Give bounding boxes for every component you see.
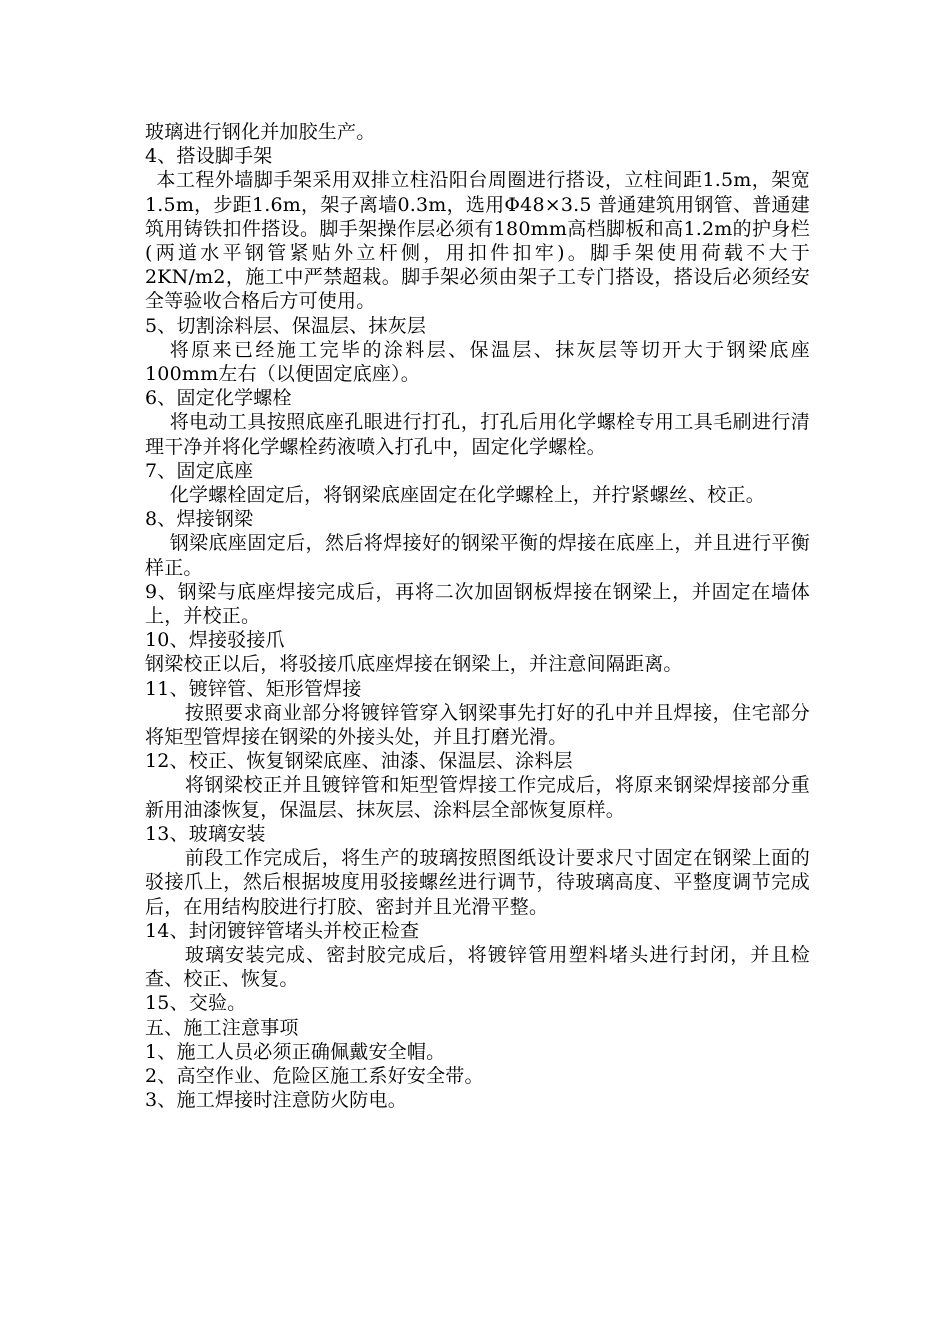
paragraph-chemical-bolt: 将电动工具按照底座孔眼进行打孔，打孔后用化学螺栓专用工具毛刷进行清理干净并将化学螺栓药液喷入打孔中，固定化学螺栓。 bbox=[145, 411, 810, 458]
paragraph-item-9: 9、钢梁与底座焊接完成后，再将二次加固钢板焊接在钢梁上，并固定在墙体上，并校正。 bbox=[145, 580, 810, 628]
paragraph-pipe-weld: 按照要求商业部分将镀锌管穿入钢梁事先打好的孔中并且焊接，住宅部分将矩型管焊接在钢梁的外接头处，并且打磨光滑。 bbox=[145, 701, 810, 749]
paragraph-restore: 将钢梁校正并且镀锌管和矩型管焊接工作完成后，将原来钢梁焊接部分重新用油漆恢复，保温层、抹灰层、涂料层全部恢复原样。 bbox=[145, 774, 810, 821]
paragraph-cutting: 将原来已经施工完毕的涂料层、保温层、抹灰层等切开大于钢梁底座100mm左右（以便固定底座）。 bbox=[145, 338, 810, 386]
paragraph-base: 化学螺栓固定后，将钢梁底座固定在化学螺栓上，并拧紧螺丝、校正。 bbox=[169, 484, 765, 507]
paragraph-scaffold: 本工程外墙脚手架采用双排立柱沿阳台周圈进行搭设，立柱间距1.5m，架宽1.5m，步距1.6m，架子离墙0.3m，选用Φ48×3.5 普通建筑用钢管、普通建筑用铸铁扣件搭设。脚手架操作层必须有180mm高档脚板和高1.2m的护身栏(两道水平钢管紧贴外立杆侧，用扣件扣牢)。脚手架使用荷载不大于2KN/m2，施工中严禁超栽。脚手架必须由架子工专门搭设，搭设后必须经安全等验收合格后方可使用。 bbox=[145, 169, 810, 313]
section-heading-4: 4、搭设脚手架 bbox=[145, 145, 273, 168]
notice-item-2: 2、高空作业、危险区施工系好安全带。 bbox=[145, 1064, 484, 1087]
section-heading-8: 8、焊接钢梁 bbox=[145, 508, 254, 531]
section-heading-10: 10、焊接驳接爪 bbox=[145, 629, 285, 652]
section-heading-12: 12、校正、恢复钢梁底座、油漆、保温层、涂料层 bbox=[145, 750, 573, 773]
section-heading-15: 15、交验。 bbox=[145, 992, 247, 1015]
section-heading-13: 13、玻璃安装 bbox=[145, 822, 266, 845]
paragraph-plug: 玻璃安装完成、密封胶完成后，将镀锌管用塑料堵头进行封闭，并且检查、校正、恢复。 bbox=[145, 943, 810, 991]
section-heading-7: 7、固定底座 bbox=[145, 459, 254, 482]
chapter-heading-5: 五、施工注意事项 bbox=[145, 1016, 299, 1039]
notice-item-3: 3、施工焊接时注意防火防电。 bbox=[145, 1089, 407, 1112]
section-heading-5: 5、切割涂料层、保温层、抹灰层 bbox=[145, 314, 427, 337]
section-heading-11: 11、镀锌管、矩形管焊接 bbox=[145, 677, 362, 700]
paragraph-claw: 钢梁校正以后，将驳接爪底座焊接在钢梁上，并注意间隔距离。 bbox=[145, 653, 683, 676]
document-page bbox=[145, 120, 810, 1112]
notice-item-1: 1、施工人员必须正确佩戴安全帽。 bbox=[145, 1040, 446, 1063]
paragraph-weld-beam: 钢梁底座固定后，然后将焊接好的钢梁平衡的焊接在底座上，并且进行平衡样正。 bbox=[145, 532, 810, 579]
paragraph-glass-install: 前段工作完成后，将生产的玻璃按照图纸设计要求尺寸固定在钢梁上面的驳接爪上，然后根据坡度用驳接螺丝进行调节，待玻璃高度、平整度调节完成后，在用结构胶进行打胶、密封并且光滑平整。 bbox=[145, 847, 810, 918]
section-heading-14: 14、封闭镀锌管堵头并校正检查 bbox=[145, 919, 420, 942]
paragraph-continuation: 玻璃进行钢化并加胶生产。 bbox=[145, 121, 376, 143]
section-heading-6: 6、固定化学螺栓 bbox=[145, 387, 292, 410]
